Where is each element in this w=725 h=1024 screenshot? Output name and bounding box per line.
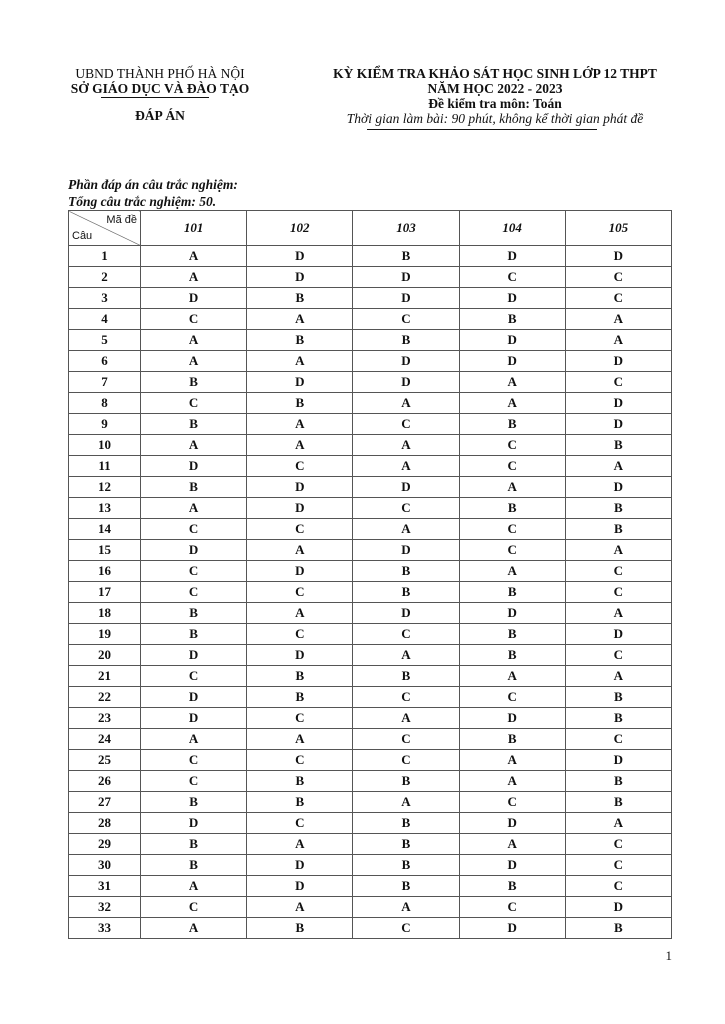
answer-cell: C [247, 456, 353, 477]
answer-cell: B [247, 792, 353, 813]
answer-cell: C [353, 729, 459, 750]
school-year: NĂM HỌC 2022 - 2023 [427, 81, 563, 96]
table-row [69, 372, 672, 393]
table-row [69, 414, 672, 435]
answer-cell: C [353, 309, 459, 330]
answer-cell: C [141, 309, 247, 330]
answer-cell: C [353, 414, 459, 435]
answer-cell: C [141, 582, 247, 603]
answer-cell: B [247, 771, 353, 792]
answer-cell: D [141, 687, 247, 708]
answer-cell: C [247, 519, 353, 540]
question-number-cell: 3 [69, 288, 141, 309]
answer-cell: D [565, 897, 671, 918]
answer-cell: B [353, 582, 459, 603]
answer-cell: B [353, 876, 459, 897]
question-number-cell: 29 [69, 834, 141, 855]
answer-cell: B [141, 624, 247, 645]
table-row [69, 729, 672, 750]
answer-cell: B [565, 687, 671, 708]
table-row [69, 792, 672, 813]
exam-subject: Đề kiểm tra môn: Toán [428, 96, 562, 111]
question-number-cell: 9 [69, 414, 141, 435]
question-number-cell: 4 [69, 309, 141, 330]
table-row [69, 666, 672, 687]
answer-cell: D [141, 645, 247, 666]
answer-cell: C [459, 267, 565, 288]
exam-duration: Thời gian làm bài: 90 phút, không kể thời gian phát đề [346, 111, 644, 126]
table-row [69, 771, 672, 792]
answer-cell: D [247, 561, 353, 582]
answer-cell: D [247, 498, 353, 519]
answer-cell: D [353, 603, 459, 624]
question-number-cell: 33 [69, 918, 141, 939]
answer-cell: A [141, 246, 247, 267]
answer-cell: D [247, 267, 353, 288]
question-number-cell: 10 [69, 435, 141, 456]
answer-cell: C [459, 792, 565, 813]
answer-cell: D [247, 246, 353, 267]
answer-cell: C [459, 519, 565, 540]
table-row [69, 834, 672, 855]
exam-code-header: 103 [353, 211, 459, 246]
answer-cell: B [565, 771, 671, 792]
answer-cell: C [353, 687, 459, 708]
answer-cell: C [353, 750, 459, 771]
answer-cell: B [565, 435, 671, 456]
answer-cell: C [353, 918, 459, 939]
table-row [69, 708, 672, 729]
issuer-city: UBND THÀNH PHỐ HÀ NỘI [75, 66, 245, 81]
answer-cell: C [459, 540, 565, 561]
intro-total-questions: Tổng câu trắc nghiệm: 50. [68, 194, 217, 209]
answer-cell: A [459, 771, 565, 792]
answer-cell: B [141, 414, 247, 435]
question-number-cell: 22 [69, 687, 141, 708]
answer-cell: A [565, 603, 671, 624]
answer-cell: A [247, 729, 353, 750]
exam-code-header: 101 [141, 211, 247, 246]
answer-cell: C [141, 519, 247, 540]
issuer-underline [101, 97, 209, 98]
answer-cell: A [353, 792, 459, 813]
question-number-cell: 32 [69, 897, 141, 918]
answer-cell: C [565, 288, 671, 309]
answer-cell: D [459, 330, 565, 351]
answer-cell: B [459, 414, 565, 435]
question-number-cell: 16 [69, 561, 141, 582]
answer-cell: D [247, 372, 353, 393]
answer-cell: A [353, 435, 459, 456]
answer-cell: A [459, 393, 565, 414]
question-number-cell: 2 [69, 267, 141, 288]
answer-cell: C [459, 456, 565, 477]
table-row [69, 603, 672, 624]
answer-cell: A [353, 393, 459, 414]
answer-cell: B [247, 918, 353, 939]
answer-cell: A [459, 666, 565, 687]
answer-cell: A [565, 330, 671, 351]
answer-cell: B [247, 666, 353, 687]
table-row [69, 561, 672, 582]
answer-cell: C [459, 435, 565, 456]
answer-cell: D [247, 876, 353, 897]
answer-cell: B [141, 855, 247, 876]
answer-cell: B [247, 288, 353, 309]
question-number-cell: 27 [69, 792, 141, 813]
answer-cell: C [247, 813, 353, 834]
answer-cell: C [247, 624, 353, 645]
answer-cell: D [565, 477, 671, 498]
answer-cell: D [565, 414, 671, 435]
answer-cell: B [459, 645, 565, 666]
answer-cell: A [247, 897, 353, 918]
question-number-cell: 5 [69, 330, 141, 351]
answer-cell: B [141, 477, 247, 498]
answer-cell: A [247, 351, 353, 372]
answer-cell: C [141, 897, 247, 918]
answer-cell: D [459, 813, 565, 834]
answer-cell: A [565, 309, 671, 330]
answer-cell: B [353, 771, 459, 792]
answer-cell: C [247, 708, 353, 729]
answer-cell: B [141, 834, 247, 855]
intro-section-title: Phần đáp án câu trắc nghiệm: [68, 177, 238, 192]
table-row [69, 309, 672, 330]
answer-cell: B [141, 372, 247, 393]
table-body [69, 246, 672, 939]
answer-cell: D [141, 456, 247, 477]
table-row [69, 624, 672, 645]
answer-cell: A [141, 729, 247, 750]
answer-cell: A [459, 477, 565, 498]
question-number-cell: 7 [69, 372, 141, 393]
question-number-cell: 23 [69, 708, 141, 729]
answer-cell: A [459, 561, 565, 582]
answer-cell: B [353, 666, 459, 687]
answer-cell: D [565, 624, 671, 645]
exam-title: KỲ KIỂM TRA KHẢO SÁT HỌC SINH LỚP 12 THPT [333, 66, 657, 81]
table-row [69, 582, 672, 603]
answer-cell: A [459, 372, 565, 393]
answer-cell: D [459, 855, 565, 876]
answer-cell: D [141, 288, 247, 309]
answer-cell: A [459, 750, 565, 771]
answer-cell: B [353, 330, 459, 351]
table-header-row [69, 211, 672, 246]
answer-cell: B [459, 582, 565, 603]
answer-cell: A [353, 897, 459, 918]
answer-cell: D [247, 855, 353, 876]
answer-cell: D [459, 708, 565, 729]
intro-block [68, 175, 238, 209]
answer-cell: A [141, 267, 247, 288]
answer-cell: B [353, 813, 459, 834]
answer-cell: B [247, 687, 353, 708]
answer-cell: C [353, 624, 459, 645]
answer-cell: B [459, 498, 565, 519]
answer-cell: D [565, 393, 671, 414]
table-row [69, 897, 672, 918]
answer-cell: B [353, 834, 459, 855]
answer-cell: D [247, 645, 353, 666]
answer-cell: A [141, 330, 247, 351]
question-number-cell: 30 [69, 855, 141, 876]
answer-cell: B [565, 519, 671, 540]
answer-cell: D [459, 246, 565, 267]
answer-cell: C [565, 561, 671, 582]
answer-cell: A [565, 540, 671, 561]
answer-cell: D [141, 540, 247, 561]
table-row [69, 351, 672, 372]
answer-cell: C [141, 771, 247, 792]
question-number-cell: 24 [69, 729, 141, 750]
answer-table [68, 210, 672, 939]
question-number-cell: 11 [69, 456, 141, 477]
answer-key-label: ĐÁP ÁN [135, 108, 185, 123]
table-row [69, 540, 672, 561]
answer-cell: B [459, 624, 565, 645]
answer-cell: B [459, 876, 565, 897]
answer-cell: D [565, 351, 671, 372]
answer-cell: C [141, 393, 247, 414]
answer-cell: D [353, 372, 459, 393]
answer-cell: A [141, 876, 247, 897]
question-number-cell: 8 [69, 393, 141, 414]
answer-cell: A [565, 666, 671, 687]
exam-code-header: 105 [565, 211, 671, 246]
answer-cell: B [565, 708, 671, 729]
question-number-cell: 19 [69, 624, 141, 645]
table-row [69, 855, 672, 876]
question-number-cell: 25 [69, 750, 141, 771]
table-row [69, 645, 672, 666]
exam-underline [367, 129, 597, 130]
answer-cell: A [141, 351, 247, 372]
answer-cell: A [141, 498, 247, 519]
question-number-cell: 20 [69, 645, 141, 666]
question-number-cell: 21 [69, 666, 141, 687]
table-row [69, 519, 672, 540]
answer-cell: D [353, 540, 459, 561]
question-number-cell: 28 [69, 813, 141, 834]
answer-cell: D [353, 267, 459, 288]
table-row [69, 456, 672, 477]
table-row [69, 267, 672, 288]
answer-cell: A [565, 813, 671, 834]
answer-cell: A [247, 435, 353, 456]
table-row [69, 918, 672, 939]
answer-cell: B [565, 918, 671, 939]
answer-cell: B [353, 246, 459, 267]
answer-cell: D [459, 603, 565, 624]
question-number-cell: 15 [69, 540, 141, 561]
answer-cell: B [353, 561, 459, 582]
answer-cell: B [141, 792, 247, 813]
question-number-cell: 18 [69, 603, 141, 624]
table-row [69, 246, 672, 267]
exam-block [300, 66, 690, 126]
answer-cell: D [459, 351, 565, 372]
answer-cell: A [247, 414, 353, 435]
corner-question-label: Câu [72, 230, 93, 242]
answer-cell: A [247, 540, 353, 561]
answer-cell: A [247, 309, 353, 330]
question-number-cell: 13 [69, 498, 141, 519]
issuer-department: SỞ GIÁO DỤC VÀ ĐÀO TẠO [70, 81, 250, 96]
answer-cell: A [353, 708, 459, 729]
table-row [69, 330, 672, 351]
answer-cell: C [247, 582, 353, 603]
answer-cell: B [565, 498, 671, 519]
table-row [69, 876, 672, 897]
answer-cell: C [141, 750, 247, 771]
corner-exam-code-label: Mã đề [106, 214, 137, 226]
question-number-cell: 14 [69, 519, 141, 540]
answer-cell: C [565, 834, 671, 855]
answer-cell: A [141, 435, 247, 456]
answer-cell: B [353, 855, 459, 876]
answer-cell: B [459, 309, 565, 330]
table-row [69, 393, 672, 414]
issuer-block [40, 66, 280, 123]
answer-cell: C [459, 897, 565, 918]
exam-code-header: 102 [247, 211, 353, 246]
question-number-cell: 1 [69, 246, 141, 267]
answer-cell: D [141, 813, 247, 834]
answer-cell: A [353, 645, 459, 666]
table-row [69, 750, 672, 771]
answer-cell: D [459, 288, 565, 309]
answer-cell: A [247, 834, 353, 855]
exam-code-header: 104 [459, 211, 565, 246]
table-row [69, 435, 672, 456]
answer-cell: D [565, 750, 671, 771]
answer-cell: C [141, 666, 247, 687]
answer-cell: A [459, 834, 565, 855]
answer-cell: B [141, 603, 247, 624]
table-corner-cell [69, 211, 141, 246]
question-number-cell: 17 [69, 582, 141, 603]
table-row [69, 477, 672, 498]
question-number-cell: 31 [69, 876, 141, 897]
table-row [69, 687, 672, 708]
answer-cell: C [565, 582, 671, 603]
table-row [69, 498, 672, 519]
answer-cell: C [565, 645, 671, 666]
answer-cell: D [247, 477, 353, 498]
question-number-cell: 12 [69, 477, 141, 498]
answer-cell: D [459, 918, 565, 939]
answer-cell: C [565, 372, 671, 393]
answer-cell: B [459, 729, 565, 750]
answer-cell: B [565, 792, 671, 813]
answer-cell: C [459, 687, 565, 708]
table-row [69, 288, 672, 309]
question-number-cell: 26 [69, 771, 141, 792]
answer-cell: C [141, 561, 247, 582]
answer-cell: C [565, 855, 671, 876]
answer-cell: D [353, 477, 459, 498]
answer-cell: C [353, 498, 459, 519]
answer-cell: A [247, 603, 353, 624]
answer-cell: A [141, 918, 247, 939]
answer-cell: A [353, 519, 459, 540]
answer-cell: C [565, 729, 671, 750]
question-number-cell: 6 [69, 351, 141, 372]
table-row [69, 813, 672, 834]
answer-cell: C [565, 876, 671, 897]
answer-cell: D [141, 708, 247, 729]
answer-cell: D [565, 246, 671, 267]
answer-cell: D [353, 288, 459, 309]
page-number: 1 [665, 948, 672, 963]
answer-cell: C [565, 267, 671, 288]
answer-cell: B [247, 330, 353, 351]
answer-cell: A [353, 456, 459, 477]
answer-cell: D [353, 351, 459, 372]
answer-cell: A [565, 456, 671, 477]
answer-cell: B [247, 393, 353, 414]
answer-cell: C [247, 750, 353, 771]
